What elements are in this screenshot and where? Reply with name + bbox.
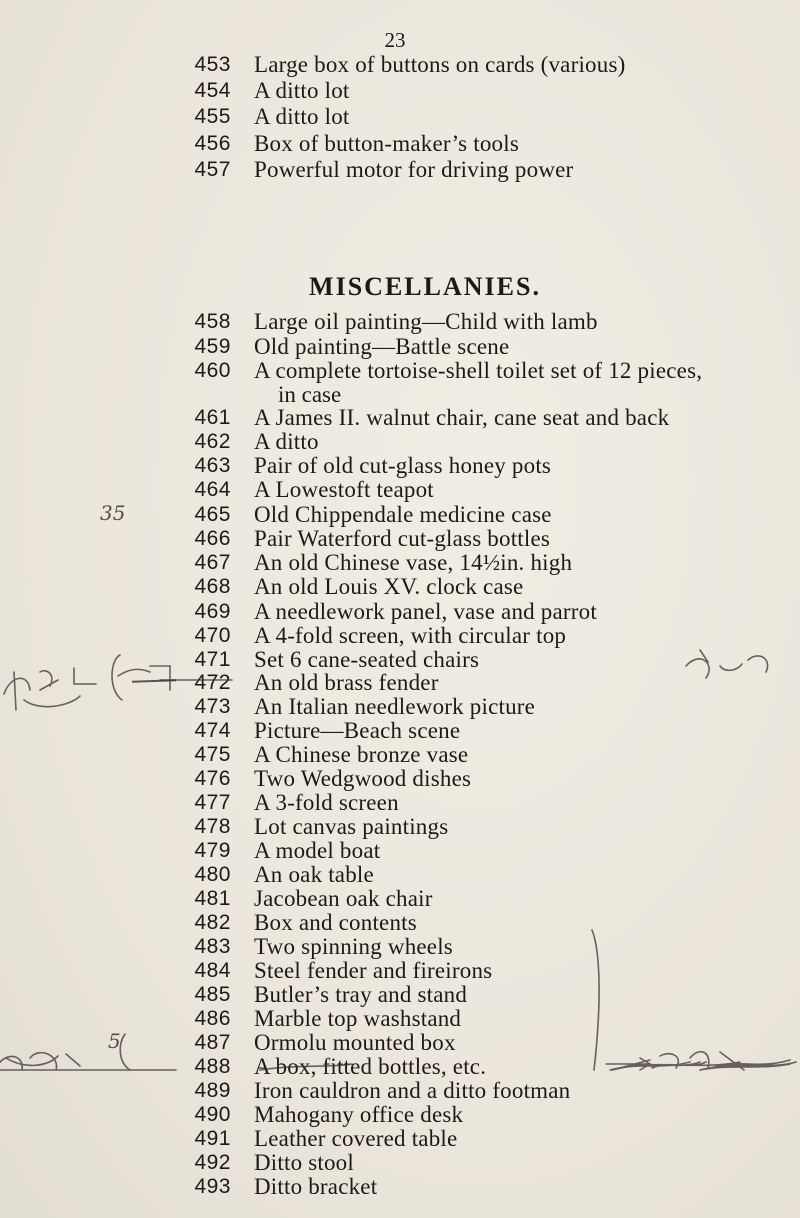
lot-description: An old Chinese vase, 14½in. high bbox=[254, 550, 573, 575]
lot-number: 485 bbox=[194, 983, 231, 1006]
lot-description: Marble top washstand bbox=[254, 1006, 462, 1031]
margin-scribble bbox=[6, 1056, 58, 1065]
lot-description: Steel fender and fireirons bbox=[254, 958, 493, 983]
lot-number: 475 bbox=[194, 743, 231, 766]
lot-description: An old Louis XV. clock case bbox=[254, 574, 524, 599]
lot-description: A ditto bbox=[254, 429, 319, 454]
margin-scribble bbox=[112, 655, 122, 700]
page-number: 23 bbox=[384, 28, 406, 52]
lot-description: A model boat bbox=[254, 838, 381, 863]
lot-number: 467 bbox=[194, 551, 231, 574]
handwritten-annotation-465: 35 bbox=[100, 501, 126, 525]
lot-description: Picture—Beach scene bbox=[254, 718, 461, 743]
margin-scribble bbox=[24, 696, 80, 707]
lot-number: 481 bbox=[194, 887, 231, 910]
lot-description: Set 6 cane-seated chairs bbox=[254, 647, 480, 672]
lot-description: Two Wedgwood dishes bbox=[254, 766, 472, 791]
lot-number: 480 bbox=[194, 863, 231, 886]
lot-description: Box of button-maker’s tools bbox=[254, 131, 519, 156]
lot-number: 457 bbox=[194, 158, 231, 181]
lot-number: 461 bbox=[194, 406, 231, 429]
lot-description: A complete tortoise-shell toilet set of 12 pieces, bbox=[254, 358, 703, 383]
lot-description: Large box of buttons on cards (various) bbox=[254, 52, 626, 77]
margin-scribble bbox=[748, 656, 768, 672]
lot-number: 464 bbox=[194, 478, 231, 501]
lot-number: 471 bbox=[194, 648, 231, 671]
lot-description: Pair Waterford cut-glass bottles bbox=[254, 526, 551, 551]
margin-scribble bbox=[30, 1053, 80, 1070]
lot-number: 493 bbox=[194, 1175, 231, 1198]
lot-description: Leather covered table bbox=[254, 1126, 458, 1151]
lot-description: A 3-fold screen bbox=[254, 790, 399, 815]
lot-description: Two spinning wheels bbox=[254, 934, 453, 959]
lot-number: 491 bbox=[194, 1127, 231, 1150]
lot-description: Old painting—Battle scene bbox=[254, 334, 510, 359]
margin-scribble bbox=[74, 668, 96, 684]
lot-number: 472 bbox=[194, 671, 231, 694]
lot-number: 492 bbox=[194, 1151, 231, 1174]
lot-number: 456 bbox=[194, 132, 231, 155]
lot-number: 468 bbox=[194, 575, 231, 598]
lot-number: 453 bbox=[194, 53, 231, 76]
lot-number: 474 bbox=[194, 719, 231, 742]
lot-description: Large oil painting—Child with lamb bbox=[254, 309, 598, 334]
lot-number: 460 bbox=[194, 359, 231, 382]
section-heading: MISCELLANIES. bbox=[309, 272, 541, 301]
lot-number: 454 bbox=[194, 79, 231, 102]
lot-number: 490 bbox=[194, 1103, 231, 1126]
lot-description: Iron cauldron and a ditto footman bbox=[254, 1078, 571, 1103]
lot-number: 489 bbox=[194, 1079, 231, 1102]
lot-description: A ditto lot bbox=[254, 104, 350, 129]
lot-description: Ormolu mounted box bbox=[254, 1030, 456, 1055]
lot-number: 459 bbox=[194, 335, 231, 358]
lot-description-continuation: in case bbox=[278, 382, 342, 407]
margin-scribble bbox=[120, 1034, 130, 1070]
lot-number: 469 bbox=[194, 600, 231, 623]
lot-number: 462 bbox=[194, 430, 231, 453]
lot-number: 488 bbox=[194, 1055, 231, 1078]
lot-description: Ditto bracket bbox=[254, 1174, 378, 1199]
lot-number: 466 bbox=[194, 527, 231, 550]
lot-description: An oak table bbox=[254, 862, 374, 887]
margin-scribble bbox=[592, 930, 599, 1070]
lot-number: 477 bbox=[194, 791, 231, 814]
lot-number: 455 bbox=[194, 105, 231, 128]
lot-description: Powerful motor for driving power bbox=[254, 157, 574, 182]
lot-description: An Italian needlework picture bbox=[254, 694, 536, 719]
margin-scribble bbox=[686, 659, 742, 678]
margin-scribble bbox=[40, 671, 58, 690]
lot-number: 458 bbox=[194, 310, 231, 333]
lot-description: A ditto lot bbox=[254, 78, 350, 103]
lot-number: 484 bbox=[194, 959, 231, 982]
lot-number: 476 bbox=[194, 767, 231, 790]
lot-number: 482 bbox=[194, 911, 231, 934]
lot-number: 479 bbox=[194, 839, 231, 862]
lot-description: A Lowestoft teapot bbox=[254, 477, 434, 502]
lot-description: A Chinese bronze vase bbox=[254, 742, 469, 767]
lot-description: Pair of old cut-glass honey pots bbox=[254, 453, 552, 478]
lot-description: Mahogany office desk bbox=[254, 1102, 464, 1127]
margin-scribble bbox=[150, 666, 170, 690]
lot-description: Ditto stool bbox=[254, 1150, 354, 1175]
lot-number: 487 bbox=[194, 1031, 231, 1054]
lot-number: 486 bbox=[194, 1007, 231, 1030]
margin-scribble bbox=[4, 672, 30, 710]
lot-number: 473 bbox=[194, 695, 231, 718]
handwritten-annotation-487: 5 bbox=[108, 1029, 121, 1053]
lot-description: A 4-fold screen, with circular top bbox=[254, 623, 567, 648]
lot-description: Lot canvas paintings bbox=[254, 814, 449, 839]
margin-scribble bbox=[118, 669, 150, 676]
lot-description: Butler’s tray and stand bbox=[254, 982, 468, 1007]
margin-scribble bbox=[260, 1064, 352, 1070]
lot-description: Jacobean oak chair bbox=[254, 886, 433, 911]
lot-description: A box, fitted bottles, etc. bbox=[254, 1054, 487, 1079]
lot-description: Box and contents bbox=[254, 910, 417, 935]
lot-number: 465 bbox=[194, 503, 231, 526]
lot-description: A needlework panel, vase and parrot bbox=[254, 599, 597, 624]
lot-number: 470 bbox=[194, 624, 231, 647]
lot-number: 483 bbox=[194, 935, 231, 958]
lot-description: A James II. walnut chair, cane seat and back bbox=[254, 405, 670, 430]
lot-description: Old Chippendale medicine case bbox=[254, 502, 552, 527]
lot-description: An old brass fender bbox=[254, 670, 439, 695]
lot-number: 463 bbox=[194, 454, 231, 477]
lot-number: 478 bbox=[194, 815, 231, 838]
